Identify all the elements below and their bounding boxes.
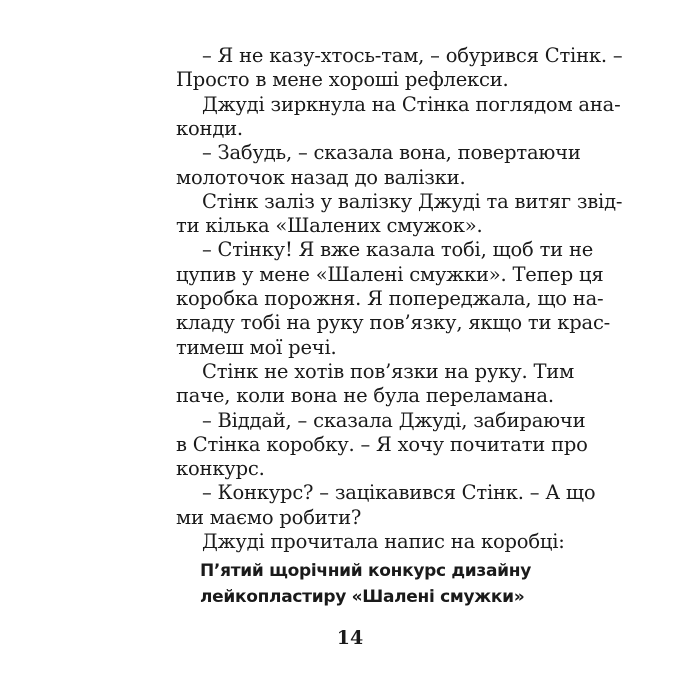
text-line: в Стінка коробку. – Я хочу почитати про: [176, 433, 588, 456]
text-line: паче, коли вона не була переламана.: [176, 384, 554, 407]
text-line: Стінк заліз у валізку Джуді та витяг звід-: [202, 190, 623, 213]
box-title-line-1: П’ятий щорічний конкурс дизайну: [200, 561, 531, 581]
text-line: Стінк не хотів пов’язки на руку. Тим: [202, 360, 575, 383]
box-title-line-2: лейкопластиру «Шалені смужки»: [200, 587, 525, 607]
text-line: – Забудь, – сказала вона, повертаючи: [202, 141, 581, 164]
text-line: молоточок назад до валізки.: [176, 166, 466, 189]
page-number: 14: [336, 627, 364, 649]
text-line: – Я не казу-хтось-там, – обурився Стінк. –: [202, 44, 623, 67]
text-line: ти кілька «Шалених смужок».: [176, 214, 483, 237]
text-line: конкурс.: [176, 457, 265, 480]
text-line: конди.: [176, 117, 243, 140]
text-line: Просто в мене хороші рефлекси.: [176, 68, 509, 91]
text-line: ми маємо робити?: [176, 506, 362, 529]
text-line: Джуді зиркнула на Стінка поглядом ана-: [202, 93, 621, 116]
text-line: цупив у мене «Шалені смужки». Тепер ця: [176, 263, 604, 286]
text-line: – Стінку! Я вже казала тобі, щоб ти не: [202, 238, 594, 261]
text-line: Джуді прочитала напис на коробці:: [202, 530, 565, 553]
text-line: кладу тобі на руку пов’язку, якщо ти крас-: [176, 311, 611, 334]
text-line: тимеш мої речі.: [176, 336, 337, 359]
text-line: – Конкурс? – зацікавився Стінк. – А що: [202, 481, 596, 504]
text-line: коробка порожня. Я попереджала, що на-: [176, 287, 604, 310]
text-line: – Віддай, – сказала Джуді, забираючи: [202, 409, 586, 432]
